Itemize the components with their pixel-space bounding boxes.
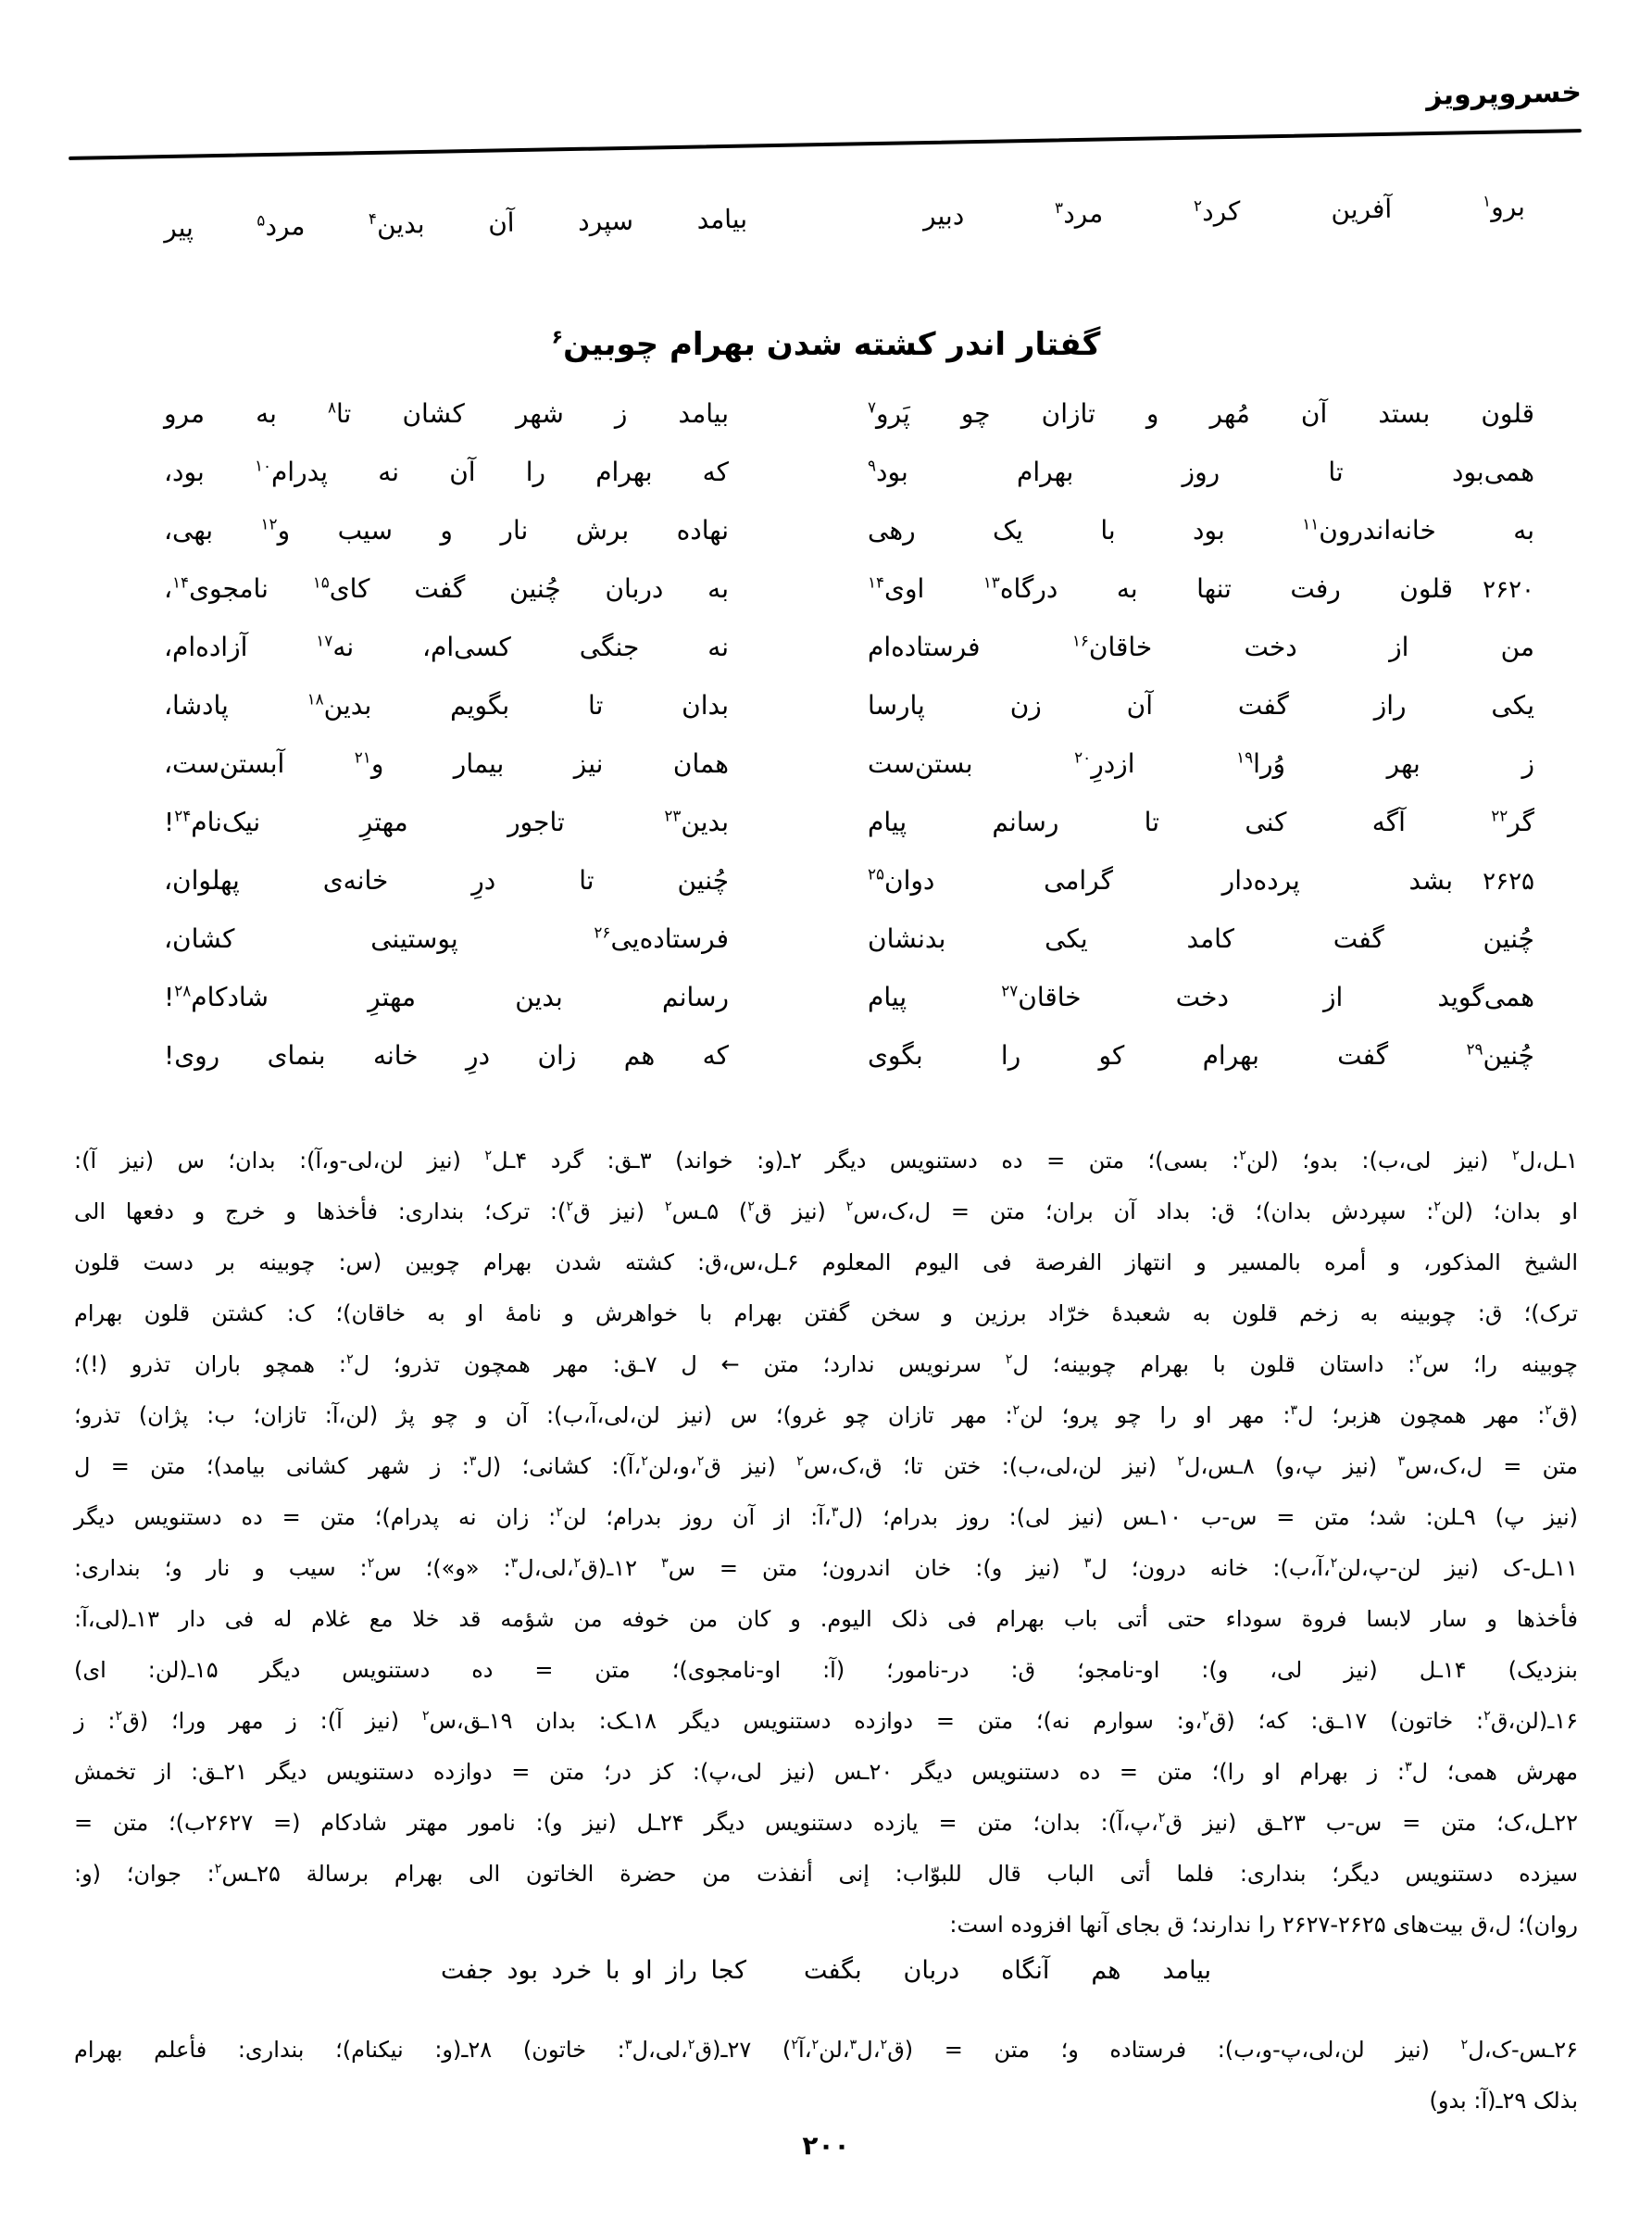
verse-row [164, 690, 1534, 748]
apparatus-line: ۱۶ـ(لن،ق$^۲$: خاتون) ۱۷ـق: که؛ (ق$^۲$،و: سوارم نه)؛ متن = دوازده دستنویس دیگر ۱۸ـک: بدان ۱۹ـق،س$^۲$ (نیز آ): ز مهر ورا؛ (ق$^۲$: ز [74, 1708, 1578, 1734]
apparatus-line: (ق$^۲$: مهر همچون هزبر؛ ل$^۳$: مهر او را چو پرو؛ لن$^۲$: مهر تازان چو غرو)؛ س (نیز لن،لی،آ،ب): آن و چو پژ (لن،آ: تازان؛ ب: پژان) تذرو؛ [74, 1402, 1579, 1428]
hemistich-left: به دربان چُنین گفت کای$^{۱۵}$ نامجوی$^{۱۴}$، [164, 572, 729, 604]
hemistich-right: من از دخت خاقان$^{۱۶}$ فرستاده‌ام [868, 631, 1534, 662]
hemistich-left: رسانم بدین مهترِ شادکام$^{۲۸}$! [164, 981, 729, 1012]
verse-row [164, 748, 1534, 807]
hemistich-right: ز بهر وُرا$^{۱۹}$ ازدرِ$^{۲۰}$ بستن‌ست [868, 747, 1534, 779]
hemistich-left: بدین$^{۲۳}$ تاجور مهترِ نیک‌نام$^{۲۴}$! [164, 806, 729, 837]
hemistich-right: قلون رفت تنها به درگاه$^{۱۳}$ اوی$^{۱۴}$ [868, 572, 1453, 604]
verse-block [164, 398, 1534, 1098]
verse-number: ۲۶۲۰ [1483, 576, 1534, 604]
verse-row [164, 515, 1534, 573]
verse-number: ۲۶۲۵ [1483, 868, 1534, 896]
hemistich-right: همی‌گوید از دخت خاقان$^{۲۷}$ پیام [868, 981, 1535, 1012]
verse-row [164, 573, 1534, 632]
page-number: ۲۰۰ [802, 2130, 850, 2161]
apparatus-line: ۱۱ـل-ک (نیز لن-پ،لن$^۲$،آ،ب): خانه درون؛ ل$^۳$ (نیز و): خان اندرون؛ متن = س$^۳$ ۱۲ـ(ق$^۲$،لی،ل$^۳$: «و»)؛ س$^۲$: سیب و نار و؛ بنداری: [74, 1555, 1579, 1581]
apparatus-line: مهرش همی؛ ل$^۳$: ز بهرام او را)؛ متن = ده دستنویس دیگر ۲۰ـس (نیز لی،پ): کز در؛ متن = دوازده دستنویس دیگر ۲۱ـق: از تخمش [74, 1759, 1579, 1785]
critical-apparatus [74, 1136, 1578, 1951]
hemistich-left: کجا راز او با خرد بود جفت [441, 1956, 746, 1985]
apparatus-line: او بدان؛ (لن$^۲$: سپردش بدان)؛ ق: بداد آن بران؛ متن = ل،ک،س$^۲$ (نیز ق$^۲$) ۵ـس$^۲$ (نیز ق$^۲$): ترک؛ بنداری: فأخذها و خرج و دفعها الی [74, 1199, 1578, 1224]
hemistich-right: یکی راز گفت آن زن پارسا [868, 690, 1534, 721]
apparatus-line: بنزدیک) ۱۴ـل (نیز لی، و): او-نامجو؛ ق: در-نامور؛ (آ: او-نامجوی)؛ متن = ده دستنویس دیگر ۱۵ـ(لن: ای) [74, 1657, 1578, 1683]
running-header-title: خسروپرویز [1425, 76, 1583, 112]
verse-row [164, 1040, 1534, 1098]
apparatus-line: سیزده دستنویس دیگر؛ بنداری: فلما أتی الباب قال للبوّاب: إنی أنفذت من حضرة الخاتون الی بهرام برسالة ۲۵ـس$^۲$: جوان؛ (و: [74, 1861, 1578, 1887]
hemistich-left: چُنین تا درِ خانه‌ی پهلوان، [164, 865, 729, 896]
apparatus-line: روان)؛ ل،ق بیت‌های ۲۶۲۵-۲۶۲۷ را ندارند؛ ق بجای آنها افزوده است: [949, 1912, 1578, 1938]
hemistich-right: برو$^۱$ آفرین کرد$^۲$ مرد$^۳$ دبیر [922, 191, 1526, 232]
apparatus-inserted-verse [0, 1956, 1652, 2021]
hemistich-left: همان نیز بیمار و$^{۲۱}$ آبستن‌ست، [164, 747, 729, 779]
apparatus-line: ۲۶ـس-ک،ل$^۲$ (نیز لن،لی،پ-و،ب): فرستاده و؛ متن = (ق$^۲$،ل$^۳$،لن$^۲$،آ$^۲$) ۲۷ـ(ق$^۲$،لی،ل$^۳$: خاتون) ۲۸ـ(و: نیکنام)؛ بنداری: فأعلم بهرام [74, 2037, 1579, 2063]
apparatus-line: ترک)؛ ق: چوبینه به زخم قلون به شعبدهٔ خرّاد برزین و سخن گفتن بهرام با خواهرش و نامهٔ او به خاقان)؛ ک: کشتن قلون بهرام [74, 1300, 1578, 1326]
hemistich-right: بشد پرده‌دار گرامی دوان$^{۲۵}$ [868, 864, 1453, 896]
opening-verse-row [164, 191, 1534, 243]
hemistich-left: فرستاده‌یی$^{۲۶}$ پوستینی کشان، [164, 922, 729, 954]
apparatus-line: ۲۲ـل،ک؛ متن = س-ب ۲۳ـق (نیز ق$^۲$،پ،آ): بدان؛ متن = یازده دستنویس دیگر ۲۴ـل (نیز و): نامور مهتر شادکام (= ۲۶۲۷ب)؛ متن = [74, 1810, 1579, 1836]
apparatus-line: الشیخ المذکور، و أمره بالمسیر و انتهاز الفرصة فی الیوم المعلوم ۶ـل،س،ق: کشته شدن بهرام چوبین (س: چوبینه بر دست قلون [74, 1249, 1578, 1275]
apparatus-line: بذلک ۲۹ـ(آ: بدو) [1429, 2088, 1578, 2114]
hemistich-left: که هم زان درِ خانه بنمای روی! [164, 1040, 729, 1071]
hemistich-right: قلون بستد آن مُهر و تازان چو پَرو$^۷$ [868, 397, 1534, 429]
hemistich-right: به خانه‌اندرون$^{۱۱}$ بود با یک رهی [868, 514, 1534, 546]
apparatus-line: فأخذها و سار لابسا فروة سوداء حتی أتی باب بهرام فی ذلک الیوم. و کان من خوفه من شؤمه قد خلا مع غلام له فی دار ۱۳ـ(لی،آ: [74, 1606, 1578, 1632]
verse-row [164, 865, 1534, 923]
verse-row [164, 457, 1534, 515]
hemistich-right: چُنین$^{۲۹}$ گفت بهرام کو را بگوی [868, 1039, 1534, 1071]
hemistich-left: بیامد سپرد آن بدین$^۴$ مرد$^۵$ پیر [163, 203, 748, 244]
hemistich-right: چُنین گفت کامد یکی بدنشان [868, 923, 1534, 954]
verse-row [164, 923, 1534, 982]
hemistich-left: که بهرام را آن نه پدرام$^{۱۰}$ بود، [164, 456, 729, 487]
hemistich-right: بیامد هم آنگاه دربان بگفت [804, 1956, 1211, 1985]
hemistich-left: نهاده برش نار و سیب و$^{۱۲}$ بهی، [164, 514, 729, 546]
hemistich-left: بیامد ز شهر کشان تا$^۸$ به مرو [164, 397, 729, 429]
apparatus-line: متن = ل،ک،س$^۳$ (نیز پ،و) ۸ـس،ل$^۲$ (نیز لن،لی،ب): ختن تا؛ ق،ک،س$^۲$ (نیز ق$^۲$،و،لن$^۲$،آ): کشانی؛ (ل$^۳$: ز شهر کشانی بیامد)؛ متن = ل [74, 1453, 1579, 1479]
hemistich-left: نه جنگی کسی‌ام، نه$^{۱۷}$ آزاده‌ام، [164, 631, 729, 662]
hemistich-left: بدان تا بگویم بدین$^{۱۸}$ پادشا، [164, 689, 729, 721]
verse-row [164, 807, 1534, 865]
verse-row [164, 398, 1534, 457]
section-heading: گفتار اندر کشته شدن بهرام چوبین$^۶$ [551, 325, 1101, 363]
header-rule [69, 129, 1582, 160]
apparatus-line: چوبینه را؛ س$^۲$: داستان قلون با بهرام چوبینه؛ ل$^۲$ سرنویس ندارد؛ متن ← ل ۷ـق: مهر همچون تذرو؛ ل$^۲$: همچو باران تذرو (!)؛ [74, 1351, 1579, 1377]
critical-apparatus-tail [74, 2025, 1578, 2127]
verse-row [164, 982, 1534, 1040]
verse-row [164, 632, 1534, 690]
hemistich-right: گر$^{۲۲}$ آگه کنی تا رسانم پیام [868, 806, 1534, 837]
hemistich-right: همی‌بود تا روز بهرام بود$^۹$ [868, 456, 1534, 487]
apparatus-line: ۱ـل،ل$^۲$ (نیز لی،ب): بدو؛ (لن$^۲$: بسی)؛ متن = ده دستنویس دیگر ۲ـ(و: خواند) ۳ـق: گرد ۴ـل$^۲$ (نیز لن،لی-و،آ): بدان؛ س (نیز آ): [74, 1148, 1578, 1173]
apparatus-line: (نیز پ) ۹ـلن: شد؛ متن = س-ب ۱۰ـس (نیز لی): روز بدرام؛ (ل$^۳$،آ: از آن روز بدرام؛ لن$^۲$: زان نه پدرام)؛ متن = ده دستنویس دیگر [74, 1504, 1578, 1530]
